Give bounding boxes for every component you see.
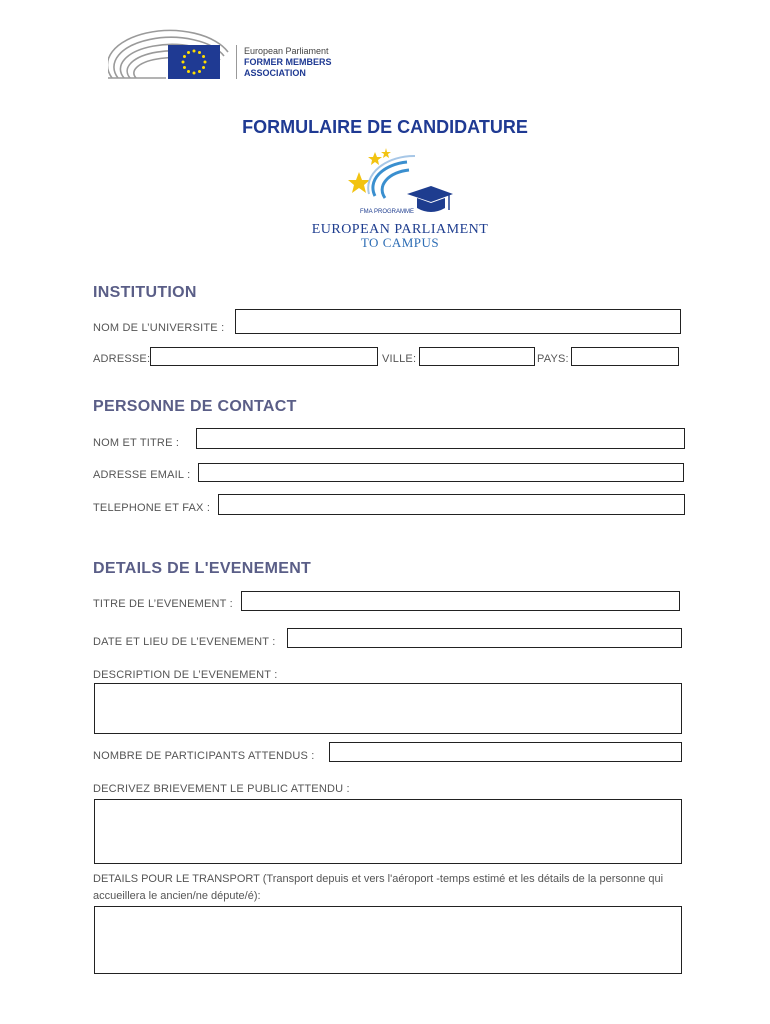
university-field[interactable]	[235, 309, 681, 334]
logo-divider	[236, 45, 237, 79]
eu-star-icon	[198, 70, 201, 73]
eu-star-icon	[198, 51, 201, 54]
country-label: PAYS:	[537, 353, 569, 365]
name-title-field[interactable]	[196, 428, 685, 449]
institution-heading: INSTITUTION	[93, 284, 197, 301]
contact-heading: PERSONNE DE CONTACT	[93, 398, 297, 415]
phone-fax-label: TELEPHONE ET FAX :	[93, 502, 211, 514]
event-description-field[interactable]	[94, 683, 682, 734]
eu-star-icon	[204, 61, 207, 64]
city-label: VILLE:	[382, 353, 417, 365]
campus-line1: EUROPEAN PARLIAMENT	[311, 222, 489, 237]
event-heading: DETAILS DE L'EVENEMENT	[93, 560, 312, 577]
city-field[interactable]	[419, 347, 535, 366]
eu-star-icon	[187, 70, 190, 73]
org-line1: European Parliament	[244, 46, 329, 56]
program-label: FMA PROGRAMME	[360, 209, 415, 215]
eu-star-icon	[193, 50, 196, 53]
eu-star-icon	[182, 61, 185, 64]
participants-label: NOMBRE DE PARTICIPANTS ATTENDUS :	[93, 750, 315, 762]
phone-fax-field[interactable]	[218, 494, 685, 515]
org-line3: ASSOCIATION	[244, 68, 306, 78]
eu-star-icon	[193, 72, 196, 75]
org-name	[244, 46, 332, 79]
event-description-label: DESCRIPTION DE L’EVENEMENT :	[93, 669, 278, 681]
eu-star-icon	[183, 66, 186, 69]
event-date-place-label: DATE ET LIEU DE L’EVENEMENT :	[93, 636, 276, 648]
event-date-place-field[interactable]	[287, 628, 682, 648]
address-field[interactable]	[150, 347, 378, 366]
transport-label: DETAILS POUR LE TRANSPORT (Transport depuis et vers l'aéroport -temps estimé et les détails de la personne qui accueillera le ancien/ne députe/é):	[93, 873, 664, 902]
event-title-field[interactable]	[241, 591, 680, 611]
address-label: ADRESSE:	[93, 353, 151, 365]
transport-field[interactable]	[94, 906, 682, 974]
audience-label: DECRIVEZ BRIEVEMENT LE PUBLIC ATTENDU :	[93, 783, 350, 795]
email-field[interactable]	[198, 463, 684, 482]
eu-star-icon	[187, 51, 190, 54]
name-title-label: NOM ET TITRE :	[93, 437, 180, 449]
participants-field[interactable]	[329, 742, 682, 762]
email-label: ADRESSE EMAIL :	[93, 469, 191, 481]
campus-line2: TO CAMPUS	[360, 235, 440, 250]
university-label: NOM DE L’UNIVERSITE :	[93, 322, 225, 334]
eu-star-icon	[202, 55, 205, 58]
audience-field[interactable]	[94, 799, 682, 864]
form-title: FORMULAIRE DE CANDIDATURE	[242, 117, 528, 137]
eu-star-icon	[202, 66, 205, 69]
eu-flag-icon	[168, 45, 220, 79]
country-field[interactable]	[571, 347, 679, 366]
eu-star-icon	[183, 55, 186, 58]
org-line2: FORMER MEMBERS	[244, 57, 332, 67]
event-title-label: TITRE DE L’EVENEMENT :	[93, 598, 233, 610]
